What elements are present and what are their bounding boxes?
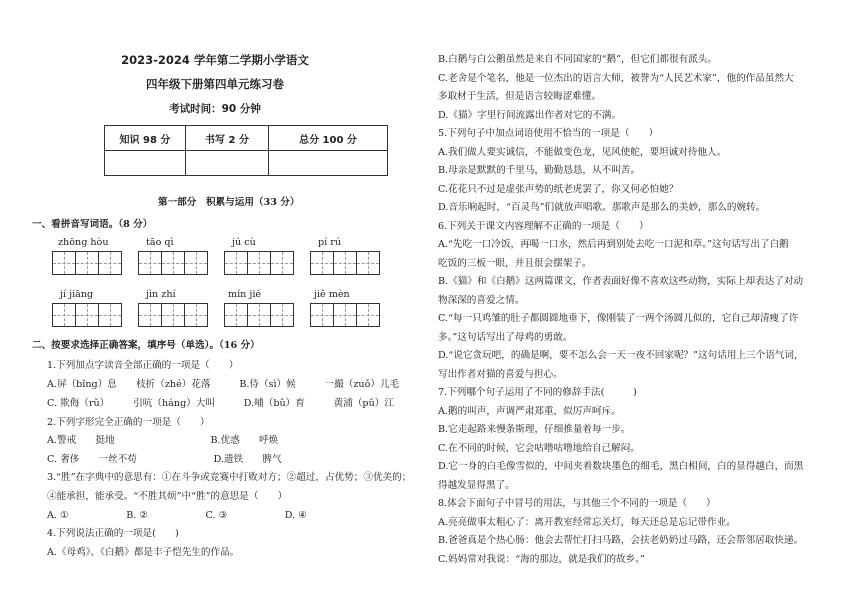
writing-grid[interactable]: [310, 251, 380, 275]
score-table: [104, 125, 388, 176]
question-line: ④能承担，能承受。“不胜其烦”中“胜”的意思是（ ）: [47, 491, 288, 502]
question-line: 5.下列句子中加点词语使用不恰当的一项是（ ）: [438, 128, 659, 139]
text-line: B.母亲是默默的千里马，勤勤恳恳，从不叫苦。: [438, 165, 640, 176]
text-line: C.“每一只鸡雏的肚子都圆圆地垂下，像刚装了一两个汤圆儿似的，它自己却清瘦了许: [438, 313, 799, 324]
text-line: A.“先吃一口冷饭，再喝一口水，然后再到别处去吃一口泥和草。”这句话写出了白鹅: [438, 239, 789, 250]
q2-title: 二、按要求选择正确答案，填序号（单选）。（16 分）: [32, 340, 260, 351]
part1-heading: 第一部分 积累与运用（33 分）: [158, 197, 300, 208]
text-line: A.我们做人要实诚信，不能做变色龙，见风使舵，要坦诚对待他人。: [438, 147, 727, 158]
text-line: D.音乐响起时，“百灵鸟”们就放声唱歌。那歌声是那么的美妙，那么的婉转。: [438, 202, 766, 213]
text-line: B.爸爸真是个热心肠：他会去帮忙打扫马路，会扶老奶奶过马路，还会帮邻居取快递。: [438, 535, 804, 546]
question-line: 1.下列加点字读音全部正确的一项是（ ）: [47, 360, 239, 371]
exam-subtitle: 四年级下册第四单元练习卷: [146, 77, 284, 91]
text-line: 写出作者对猫的喜爱与担心。: [438, 369, 563, 380]
text-line: D.它一身的白毛像雪似的，中间夹着数块墨色的细毛，黑白相间，白的显得越白，而黑: [438, 461, 804, 472]
question-line: 2.下列字形完全正确的一项是（ ）: [47, 417, 210, 428]
text-line: 得越发显得黑了。: [438, 480, 515, 491]
text-line: D.“说它贪玩吧，的确是啊，要不怎么会一天一夜不回家呢？”这句话用上三个语气词，: [438, 350, 804, 361]
question-line: 8.体会下面句子中冒号的用法，与其他三个不同的一项是（ ）: [438, 498, 716, 509]
score-cell[interactable]: [269, 151, 388, 176]
option-line: A.《母鸡》、《白鹅》都是丰子恺先生的作品。: [47, 547, 240, 558]
option-line: A.屏（bǐng）息 枝折（zhé）花落 B.侍（sì）候 一撮（zuǒ）儿毛: [47, 379, 400, 390]
text-line: A.亮亮做事太粗心了：离开教室经常忘关灯，每天还总是忘记带作业。: [438, 517, 736, 528]
score-header: 总分 100 分: [269, 126, 388, 151]
writing-grid[interactable]: [224, 251, 294, 275]
text-line: A.鹅的叫声，声调严肃郑重，似厉声呵斥。: [438, 406, 621, 417]
writing-grid[interactable]: [224, 303, 294, 327]
writing-grid[interactable]: [310, 303, 380, 327]
text-line: B.《猫》和《白鹅》这两篇课文，作者表面好像不喜欢这些动物，实际上却表达了对动: [438, 276, 804, 287]
exam-title: 2023-2024 学年第二学期小学语文: [121, 53, 309, 67]
option-line: A. ① B. ② C. ③ D. ④: [47, 510, 307, 521]
text-line: C.老舍是个笔名，他是一位杰出的语言大师，被誉为“人民艺术家”，他的作品虽然大: [438, 73, 794, 84]
text-line: 多。”这句话写出了母鸡的勇敢。: [438, 332, 573, 343]
writing-grid[interactable]: [52, 303, 122, 327]
text-line: C.在不同的时候，它会咕噜咕噜地给自己解闷。: [438, 443, 640, 454]
pinyin-label: jí jiāng: [60, 289, 94, 300]
writing-grid[interactable]: [138, 251, 208, 275]
text-line: B.它走起路来慢条斯理，仔细推量着每一步。: [438, 424, 631, 435]
option-line: A.警戒 挺地 B.优惑 呼焕: [47, 435, 279, 446]
question-line: 4.下列说法正确的一项是( ): [47, 528, 179, 539]
text-line: C.妈妈常对我说：“海的那边，就是我们的故乡。”: [438, 554, 645, 565]
option-line: C. 奢侈 一丝不苟 D.遗铁 脾气: [47, 454, 282, 465]
writing-grid[interactable]: [52, 251, 122, 275]
score-header: 知识 98 分: [105, 126, 186, 151]
pinyin-label: jìn zhí: [146, 289, 176, 300]
writing-grid[interactable]: [138, 303, 208, 327]
text-line: 吃饭的三板一眼，并且很会摆架子。: [438, 258, 592, 269]
question-line: 6.下列关于课文内容理解不正确的一项是（ ）: [438, 221, 649, 232]
q1-title: 一、看拼音写词语。（8 分）: [32, 219, 153, 230]
option-line: C. 欺侮（rǔ） 引吭（háng）大叫 D.哺（bǔ）育 黄浦（pǔ）江: [47, 398, 394, 409]
question-line: 7.下列哪个句子运用了不同的修辞手法( ): [438, 387, 637, 398]
text-line: D.《猫》字里行间流露出作者对它的不满。: [438, 110, 622, 121]
score-cell[interactable]: [105, 151, 186, 176]
pinyin-label: zhōng hòu: [58, 237, 109, 248]
pinyin-label: mín jié: [228, 289, 262, 300]
text-line: 多取材于生活，但是语言较晦涩难懂。: [438, 91, 602, 102]
text-line: C.花花只不过是虚张声势的纸老虎罢了，你又何必怕她？: [438, 184, 679, 195]
text-line: 物深深的喜爱之情。: [438, 295, 525, 306]
score-cell[interactable]: [186, 151, 269, 176]
exam-time: 考试时间：90 分钟: [169, 103, 261, 115]
pinyin-label: tāo qì: [146, 237, 174, 248]
score-header: 书写 2 分: [186, 126, 269, 151]
pinyin-label: jú cù: [232, 237, 256, 248]
text-line: B.白鹅与白公鹅虽然是来自不同国家的“鹅”，但它们都很有派头。: [438, 54, 717, 65]
pinyin-label: pí rú: [318, 237, 342, 248]
pinyin-label: jiě mèn: [314, 289, 350, 300]
question-line: 3.“胜”在字典中的意思有：①在斗争或竞赛中打败对方；②超过，占优势；③优美的；: [47, 472, 412, 483]
